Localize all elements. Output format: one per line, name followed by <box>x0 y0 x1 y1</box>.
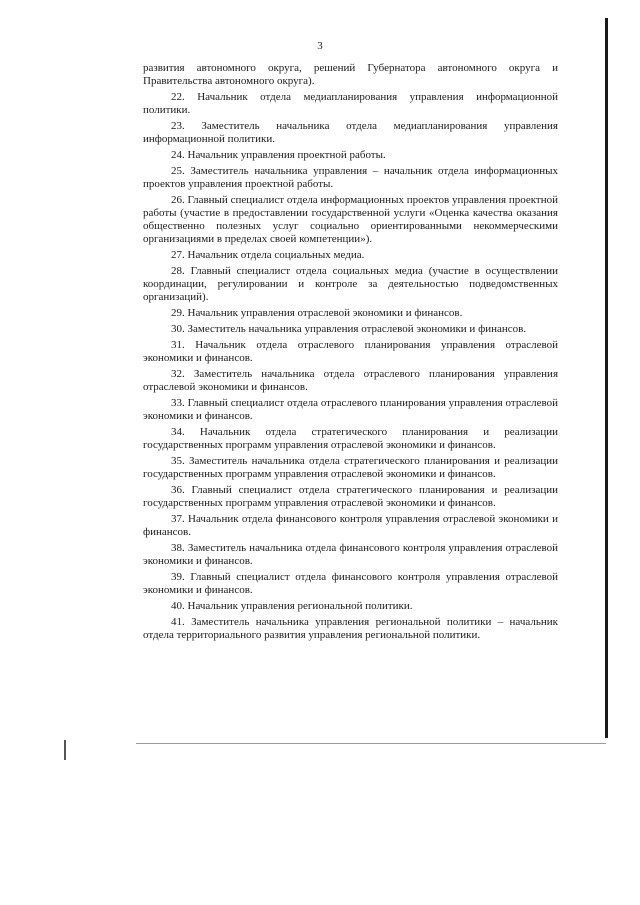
paragraph: 25. Заместитель начальника управления – начальник отдела информационных проектов управления проектной работы. <box>143 165 558 190</box>
paragraph: 40. Начальник управления региональной политики. <box>171 600 413 612</box>
scan-edge-left <box>64 740 66 760</box>
paragraph: 23. Заместитель начальника отдела медиапланирования управления информационной политики. <box>143 120 558 145</box>
document-body <box>143 62 558 645</box>
paragraph: 41. Заместитель начальника управления региональной политики – начальник отдела территориального развития управления региональной политики. <box>143 616 558 641</box>
paragraph: 32. Заместитель начальника отдела отраслевого планирования управления отраслевой экономики и финансов. <box>143 368 558 393</box>
paragraph: 33. Главный специалист отдела отраслевого планирования управления отраслевой экономики и финансов. <box>143 397 558 422</box>
paragraph: 31. Начальник отдела отраслевого планирования управления отраслевой экономики и финансов. <box>143 339 558 364</box>
paragraph: 39. Главный специалист отдела финансового контроля управления отраслевой экономики и финансов. <box>143 571 558 596</box>
paragraph: 36. Главный специалист отдела стратегического планирования и реализации государственных программ управления отраслевой экономики и финансов. <box>143 484 558 509</box>
page-number: 3 <box>317 40 323 52</box>
paragraph: 27. Начальник отдела социальных медиа. <box>171 249 365 261</box>
paragraph: 30. Заместитель начальника управления отраслевой экономики и финансов. <box>171 323 527 335</box>
paragraph: 38. Заместитель начальника отдела финансового контроля управления отраслевой экономики и финансов. <box>143 542 558 567</box>
paragraph: 35. Заместитель начальника отдела стратегического планирования и реализации государственных программ управления отраслевой экономики и финансов. <box>143 455 558 480</box>
paragraph: 26. Главный специалист отдела информационных проектов управления проектной работы (участие в предоставлении государственной услуги «Оценка качества оказания общественно полезных услуг социально ориентированными некоммерческими организациями в пределах своей компетенции»). <box>143 194 558 245</box>
paragraph: 24. Начальник управления проектной работы. <box>171 149 386 161</box>
paragraph: 28. Главный специалист отдела социальных медиа (участие в осуществлении координации, регулировании и контроле за деятельностью подведомственных организаций). <box>143 265 558 303</box>
paragraph: 22. Начальник отдела медиапланирования управления информационной политики. <box>143 91 558 116</box>
paragraph: 29. Начальник управления отраслевой экономики и финансов. <box>171 307 463 319</box>
paragraph: 37. Начальник отдела финансового контроля управления отраслевой экономики и финансов. <box>143 513 558 538</box>
paragraph: развития автономного округа, решений Губернатора автономного округа и Правительства автономного округа). <box>143 62 558 87</box>
scan-edge-right <box>605 18 608 738</box>
scan-edge-bottom <box>136 743 606 744</box>
paragraph: 34. Начальник отдела стратегического планирования и реализации государственных программ управления отраслевой экономики и финансов. <box>143 426 558 451</box>
